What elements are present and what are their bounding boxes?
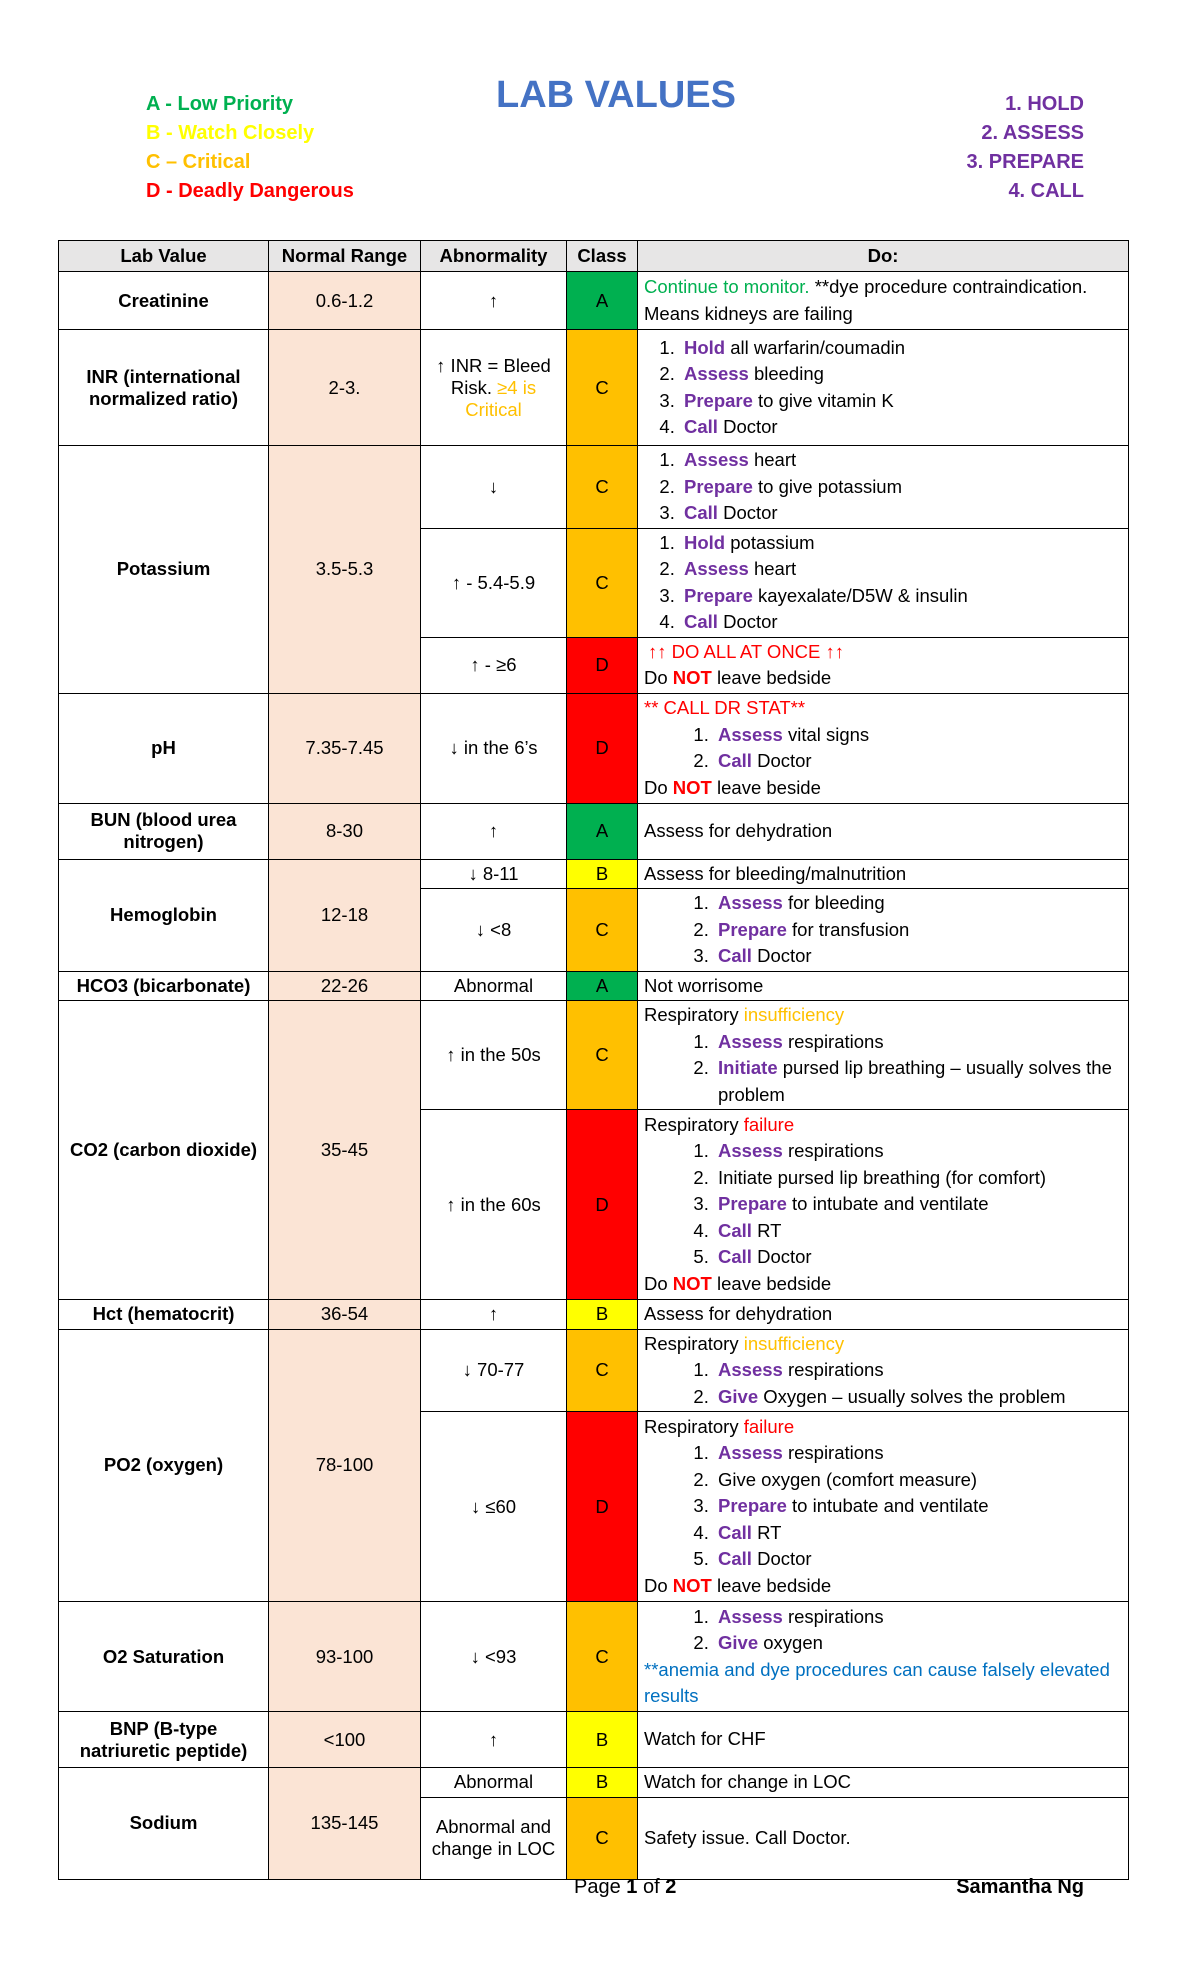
lab-name: Hemoglobin bbox=[59, 859, 269, 971]
lab-name: PO2 (oxygen) bbox=[59, 1329, 269, 1602]
action-cell: 1. Hold all warfarin/coumadin 2. Assess bleeding 3. Prepare to give vitamin K 4. Call Doctor bbox=[638, 330, 1129, 446]
lab-name: HCO3 (bicarbonate) bbox=[59, 971, 269, 1001]
abnormality: ↑ - ≥6 bbox=[421, 637, 567, 693]
step-assess: 2. ASSESS bbox=[981, 122, 1084, 144]
action-cell: Respiratory insufficiency 1. Assess respirations 2. Initiate pursed lip breathing – usually solves the problem bbox=[638, 1001, 1129, 1110]
action-cell: Assess for bleeding/malnutrition bbox=[638, 859, 1129, 889]
table-row bbox=[59, 971, 1129, 1001]
class-badge: C bbox=[567, 889, 638, 972]
table-row bbox=[59, 272, 1129, 330]
header-normal-range: Normal Range bbox=[269, 241, 421, 272]
abnormality: ↓ <93 bbox=[421, 1602, 567, 1712]
table-row bbox=[59, 330, 1129, 446]
class-badge: A bbox=[567, 803, 638, 859]
normal-range: 35-45 bbox=[269, 1001, 421, 1300]
action-cell: ** CALL DR STAT** 1. Assess vital signs 2. Call Doctor Do NOT leave beside bbox=[638, 693, 1129, 803]
lab-name: Hct (hematocrit) bbox=[59, 1300, 269, 1330]
abnormality: Abnormal bbox=[421, 1768, 567, 1798]
normal-range: 8-30 bbox=[269, 803, 421, 859]
legend-a: A - Low Priority bbox=[146, 93, 294, 115]
class-badge: C bbox=[567, 446, 638, 529]
normal-range: 0.6-1.2 bbox=[269, 272, 421, 330]
legend-d: D - Deadly Dangerous bbox=[146, 180, 354, 202]
class-badge: A bbox=[567, 971, 638, 1001]
normal-range: 22-26 bbox=[269, 971, 421, 1001]
header-lab-value: Lab Value bbox=[59, 241, 269, 272]
class-badge: C bbox=[567, 330, 638, 446]
abnormality: ↓ ≤60 bbox=[421, 1412, 567, 1602]
abnormality: ↑ bbox=[421, 272, 567, 330]
lab-name: CO2 (carbon dioxide) bbox=[59, 1001, 269, 1300]
action-cell: Respiratory insufficiency 1. Assess respirations 2. Give Oxygen – usually solves the problem bbox=[638, 1329, 1129, 1412]
table-row bbox=[59, 803, 1129, 859]
normal-range: 93-100 bbox=[269, 1602, 421, 1712]
normal-range: 2-3. bbox=[269, 330, 421, 446]
table-row bbox=[59, 1602, 1129, 1712]
action-cell: Respiratory failure 1. Assess respirations 2. Give oxygen (comfort measure) 3. Prepare to intubate and ventilate 4. Call RT 5. Call Doctor Do NOT leave bedside bbox=[638, 1412, 1129, 1602]
table-row bbox=[59, 1300, 1129, 1330]
class-badge: C bbox=[567, 1602, 638, 1712]
action-cell: Respiratory failure 1. Assess respirations 2. Initiate pursed lip breathing (for comfort) 3. Prepare to intubate and ventilate 4. Call RT 5. Call Doctor Do NOT leave bedside bbox=[638, 1110, 1129, 1300]
table-row bbox=[59, 446, 1129, 529]
page-title: LAB VALUES bbox=[496, 74, 736, 116]
action-cell: Not worrisome bbox=[638, 971, 1129, 1001]
abnormality: ↑ INR = Bleed Risk. ≥4 is Critical bbox=[421, 330, 567, 446]
table-row bbox=[59, 1768, 1129, 1798]
class-badge: D bbox=[567, 1110, 638, 1300]
lab-name: pH bbox=[59, 693, 269, 803]
action-cell: Watch for change in LOC bbox=[638, 1768, 1129, 1798]
class-badge: C bbox=[567, 1001, 638, 1110]
abnormality: ↓ <8 bbox=[421, 889, 567, 972]
action-cell: 1. Hold potassium 2. Assess heart 3. Prepare kayexalate/D5W & insulin 4. Call Doctor bbox=[638, 528, 1129, 637]
class-badge: A bbox=[567, 272, 638, 330]
abnormality: Abnormal bbox=[421, 971, 567, 1001]
abnormality: Abnormal and change in LOC bbox=[421, 1797, 567, 1879]
table-row bbox=[59, 693, 1129, 803]
page-number: Page 1 of 2 bbox=[574, 1876, 677, 1898]
table-row bbox=[59, 1712, 1129, 1768]
steps-legend bbox=[967, 90, 1084, 206]
normal-range: 3.5-5.3 bbox=[269, 446, 421, 694]
lab-name: INR (international normalized ratio) bbox=[59, 330, 269, 446]
table-row bbox=[59, 1329, 1129, 1412]
lab-name: BNP (B-type natriuretic peptide) bbox=[59, 1712, 269, 1768]
abnormality: ↓ 70-77 bbox=[421, 1329, 567, 1412]
header-do: Do: bbox=[638, 241, 1129, 272]
action-cell: Continue to monitor. **dye procedure contraindication. Means kidneys are failing bbox=[638, 272, 1129, 330]
normal-range: 12-18 bbox=[269, 859, 421, 971]
action-cell: Assess for dehydration bbox=[638, 1300, 1129, 1330]
lab-name: Creatinine bbox=[59, 272, 269, 330]
class-badge: D bbox=[567, 637, 638, 693]
header-abnormality: Abnormality bbox=[421, 241, 567, 272]
action-cell: ↑↑ DO ALL AT ONCE ↑↑ Do NOT leave bedside bbox=[638, 637, 1129, 693]
priority-legend bbox=[146, 90, 354, 206]
abnormality: ↓ 8-11 bbox=[421, 859, 567, 889]
class-badge: B bbox=[567, 1768, 638, 1798]
abnormality: ↑ in the 60s bbox=[421, 1110, 567, 1300]
step-call: 4. CALL bbox=[1008, 180, 1084, 202]
normal-range: <100 bbox=[269, 1712, 421, 1768]
table-row bbox=[59, 1001, 1129, 1110]
author-name: Samantha Ng bbox=[956, 1876, 1084, 1898]
action-cell: Safety issue. Call Doctor. bbox=[638, 1797, 1129, 1879]
class-badge: B bbox=[567, 1712, 638, 1768]
class-badge: D bbox=[567, 693, 638, 803]
class-badge: B bbox=[567, 859, 638, 889]
class-badge: C bbox=[567, 1329, 638, 1412]
action-cell: Watch for CHF bbox=[638, 1712, 1129, 1768]
table-row bbox=[59, 859, 1129, 889]
lab-values-table bbox=[58, 240, 1129, 1880]
abnormality: ↑ bbox=[421, 1300, 567, 1330]
normal-range: 78-100 bbox=[269, 1329, 421, 1602]
abnormality: ↑ bbox=[421, 803, 567, 859]
lab-name: O2 Saturation bbox=[59, 1602, 269, 1712]
action-cell: 1. Assess respirations 2. Give oxygen **anemia and dye procedures can cause falsely elevated results bbox=[638, 1602, 1129, 1712]
class-badge: C bbox=[567, 1797, 638, 1879]
step-hold: 1. HOLD bbox=[1005, 93, 1084, 115]
abnormality: ↑ bbox=[421, 1712, 567, 1768]
normal-range: 135-145 bbox=[269, 1768, 421, 1880]
lab-name: Potassium bbox=[59, 446, 269, 694]
legend-b: B - Watch Closely bbox=[146, 122, 315, 144]
legend-c: C – Critical bbox=[146, 151, 251, 173]
class-badge: B bbox=[567, 1300, 638, 1330]
abnormality: ↓ bbox=[421, 446, 567, 529]
normal-range: 36-54 bbox=[269, 1300, 421, 1330]
class-badge: C bbox=[567, 528, 638, 637]
action-cell: 1. Assess heart 2. Prepare to give potassium 3. Call Doctor bbox=[638, 446, 1129, 529]
header-class: Class bbox=[567, 241, 638, 272]
abnormality: ↑ in the 50s bbox=[421, 1001, 567, 1110]
abnormality: ↑ - 5.4-5.9 bbox=[421, 528, 567, 637]
action-cell: Assess for dehydration bbox=[638, 803, 1129, 859]
lab-name: BUN (blood urea nitrogen) bbox=[59, 803, 269, 859]
table-header-row bbox=[59, 241, 1129, 272]
action-cell: 1. Assess for bleeding 2. Prepare for transfusion 3. Call Doctor bbox=[638, 889, 1129, 972]
normal-range: 7.35-7.45 bbox=[269, 693, 421, 803]
class-badge: D bbox=[567, 1412, 638, 1602]
lab-name: Sodium bbox=[59, 1768, 269, 1880]
abnormality: ↓ in the 6’s bbox=[421, 693, 567, 803]
step-prepare: 3. PREPARE bbox=[966, 151, 1084, 173]
